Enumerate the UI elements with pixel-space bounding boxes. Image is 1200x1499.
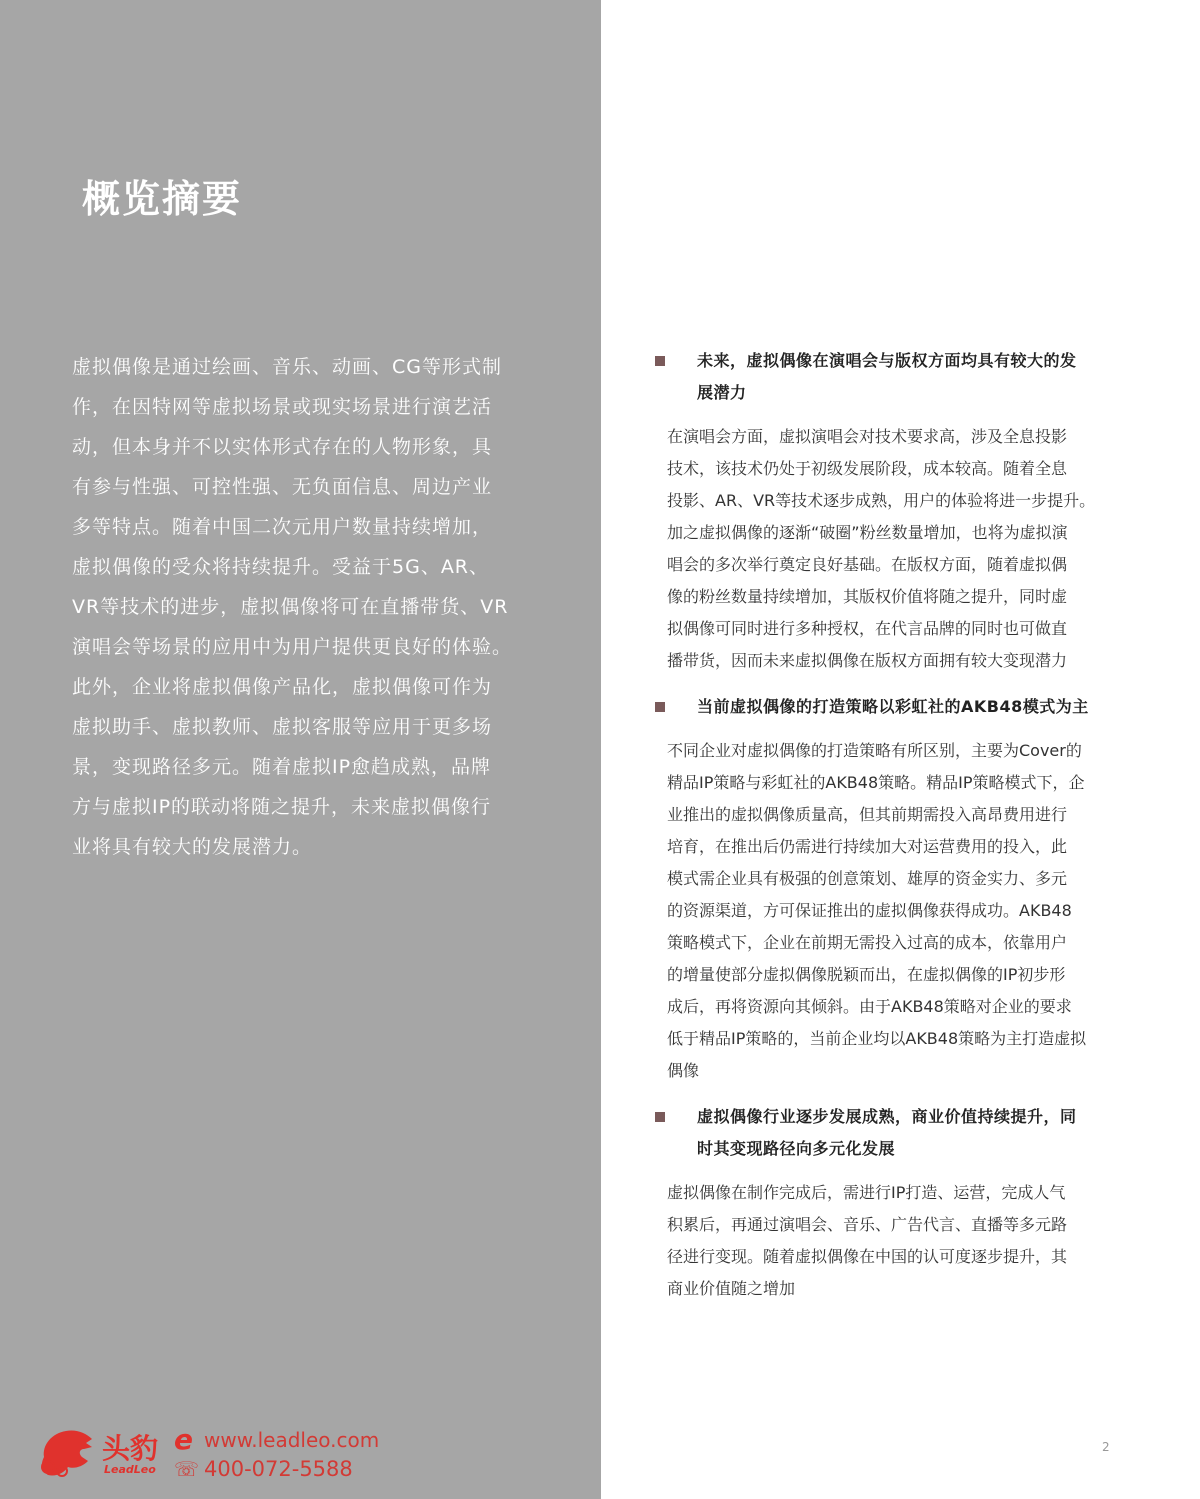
summary-line: 业将具有较大的发展潜力。 bbox=[72, 836, 313, 858]
footer-brand bbox=[38, 1425, 378, 1485]
section-body bbox=[655, 1177, 1145, 1305]
section-body-line: 拟偶像可同时进行多种授权，在代言品牌的同时也可做直 bbox=[667, 619, 1068, 638]
summary-line: 此外，企业将虚拟偶像产品化，虚拟偶像可作为 bbox=[72, 676, 493, 698]
summary-line: 演唱会等场景的应用中为用户提供更良好的体验。 bbox=[72, 636, 513, 658]
summary-line: 虚拟偶像是通过绘画、音乐、动画、CG等形式制 bbox=[72, 356, 502, 378]
summary-line: 动，但本身并不以实体形式存在的人物形象，具 bbox=[72, 436, 493, 458]
section-body-line: 业推出的虚拟偶像质量高，但其前期需投入高昂费用进行 bbox=[667, 805, 1068, 824]
section-heading bbox=[655, 345, 1145, 409]
section-body-line: 商业价值随之增加 bbox=[667, 1279, 796, 1298]
section-body-line: 唱会的多次举行奠定良好基础。在版权方面，随着虚拟偶 bbox=[667, 555, 1068, 574]
summary-line: 虚拟助手、虚拟教师、虚拟客服等应用于更多场 bbox=[72, 716, 493, 738]
summary-line: VR等技术的进步，虚拟偶像将可在直播带货、VR bbox=[72, 596, 509, 618]
summary-line: 方与虚拟IP的联动将随之提升，未来虚拟偶像行 bbox=[72, 796, 492, 818]
website-link[interactable]: www.leadleo.com bbox=[204, 1428, 380, 1452]
section-body-line: 不同企业对虚拟偶像的打造策略有所区别，主要为Cover的 bbox=[667, 741, 1082, 760]
brand-name-cn: 头豹 bbox=[102, 1432, 159, 1465]
section-body-line: 模式需企业具有极强的创意策划、雄厚的资金实力、多元 bbox=[667, 869, 1068, 888]
section-body-line: 加之虚拟偶像的逐渐“破圈”粉丝数量增加，也将为虚拟演 bbox=[667, 523, 1068, 542]
section-body-line: 像的粉丝数量持续增加，其版权价值将随之提升，同时虚 bbox=[667, 587, 1068, 606]
section-body-line: 技术，该技术仍处于初级发展阶段，成本较高。随着全息 bbox=[667, 459, 1068, 478]
phone-icon: ☏ bbox=[174, 1457, 200, 1481]
summary-line: 多等特点。随着中国二次元用户数量持续增加， bbox=[72, 516, 493, 538]
section-heading bbox=[655, 1101, 1145, 1165]
section-heading-line: 虚拟偶像行业逐步发展成熟，商业价值持续提升，同 bbox=[697, 1107, 1077, 1126]
section-body-line: 成后，再将资源向其倾斜。由于AKB48策略对企业的要求 bbox=[667, 997, 1072, 1016]
section-body-line: 培育，在推出后仍需进行持续加大对运营费用的投入，此 bbox=[667, 837, 1068, 856]
summary-line: 虚拟偶像的受众将持续提升。受益于5G、AR、 bbox=[72, 556, 490, 578]
section-body-line: 投影、AR、VR等技术逐步成熟，用户的体验将进一步提升。 bbox=[667, 491, 1096, 510]
section-body-line: 积累后，再通过演唱会、音乐、广告代言、直播等多元路 bbox=[667, 1215, 1068, 1234]
section-heading-line: 当前虚拟偶像的打造策略以彩虹社的AKB48模式为主 bbox=[697, 697, 1089, 716]
section-body-line: 虚拟偶像在制作完成后，需进行IP打造、运营，完成人气 bbox=[667, 1183, 1066, 1202]
summary-line: 景，变现路径多元。随着虚拟IP愈趋成熟，品牌 bbox=[72, 756, 492, 778]
summary-line: 有参与性强、可控性强、无负面信息、周边产业 bbox=[72, 476, 493, 498]
section-body-line: 在演唱会方面，虚拟演唱会对技术要求高，涉及全息投影 bbox=[667, 427, 1068, 446]
section-body-line: 径进行变现。随着虚拟偶像在中国的认可度逐步提升，其 bbox=[667, 1247, 1068, 1266]
key-findings bbox=[655, 345, 1145, 1319]
section-heading bbox=[655, 691, 1145, 723]
square-bullet-icon bbox=[655, 702, 665, 712]
section-body-line: 低于精品IP策略的，当前企业均以AKB48策略为主打造虚拟 bbox=[667, 1029, 1087, 1048]
section-body-line: 播带货，因而未来虚拟偶像在版权方面拥有较大变现潜力 bbox=[667, 651, 1068, 670]
section-heading-line: 展潜力 bbox=[697, 383, 747, 402]
section-body bbox=[655, 421, 1145, 677]
summary-line: 作，在因特网等虚拟场景或现实场景进行演艺活 bbox=[72, 396, 493, 418]
section-body-line: 策略模式下，企业在前期无需投入过高的成本，依靠用户 bbox=[667, 933, 1068, 952]
phone-number: 400-072-5588 bbox=[204, 1457, 353, 1481]
section-body-line: 的增量使部分虚拟偶像脱颖而出，在虚拟偶像的IP初步形 bbox=[667, 965, 1066, 984]
section-heading-line: 未来，虚拟偶像在演唱会与版权方面均具有较大的发 bbox=[697, 351, 1077, 370]
section-body-line: 偶像 bbox=[667, 1061, 700, 1080]
web-icon: e bbox=[174, 1423, 193, 1456]
section-body-line: 的资源渠道，方可保证推出的虚拟偶像获得成功。AKB48 bbox=[667, 901, 1072, 920]
leopard-logo-icon bbox=[38, 1427, 96, 1479]
page-number: 2 bbox=[1102, 1440, 1110, 1454]
section-body bbox=[655, 735, 1145, 1087]
summary-text bbox=[72, 347, 572, 867]
square-bullet-icon bbox=[655, 356, 665, 366]
square-bullet-icon bbox=[655, 1112, 665, 1122]
page-title: 概览摘要 bbox=[82, 177, 243, 221]
section-heading-line: 时其变现路径向多元化发展 bbox=[697, 1139, 896, 1158]
section-body-line: 精品IP策略与彩虹社的AKB48策略。精品IP策略模式下，企 bbox=[667, 773, 1085, 792]
brand-name-en: LeadLeo bbox=[104, 1463, 156, 1476]
